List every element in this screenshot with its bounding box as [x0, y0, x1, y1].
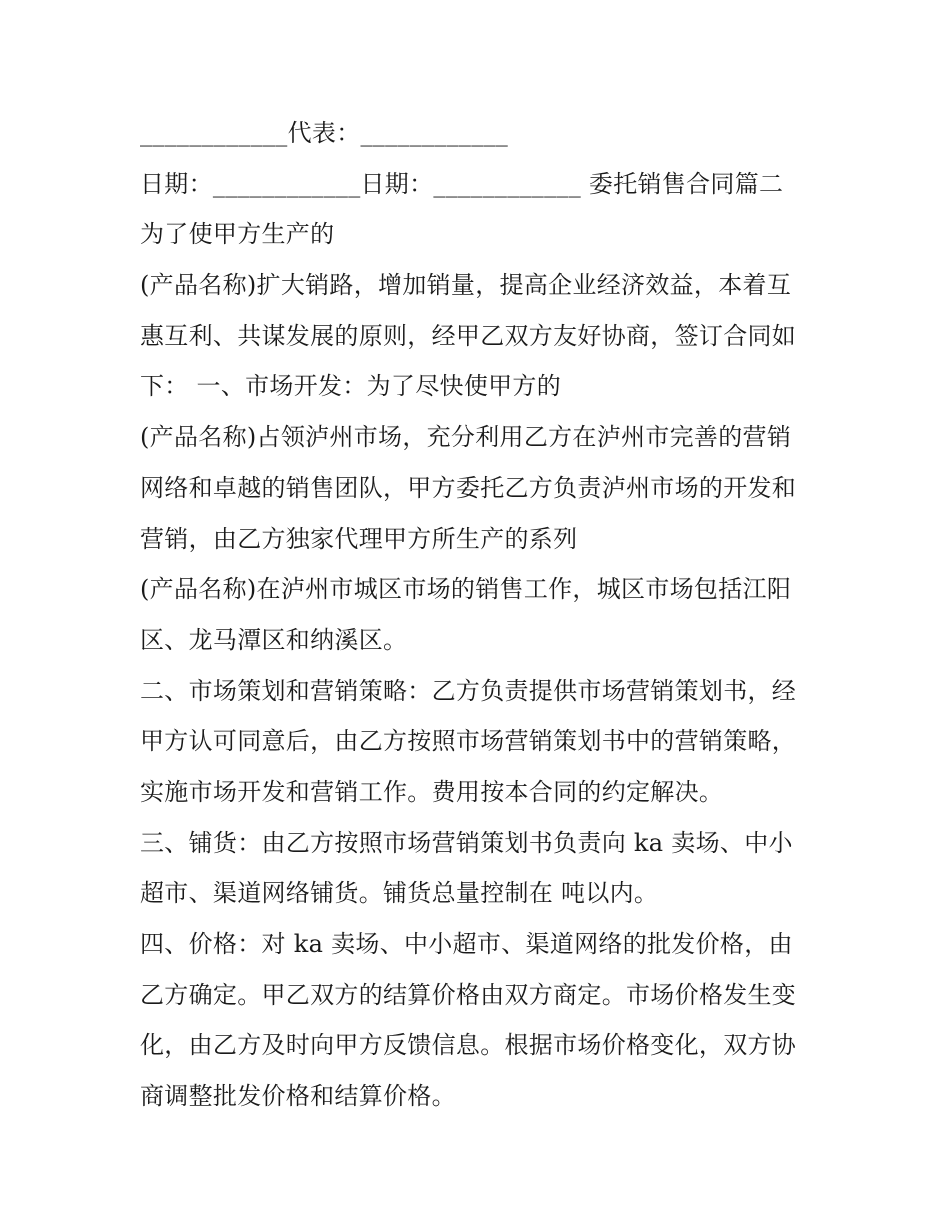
text-line: 日期：____________日期：____________ 委托销售合同篇二 [140, 169, 784, 198]
text-line: (产品名称)占领泸州市场，充分利用乙方在泸州市完善的营销 [140, 423, 792, 452]
text-line: 化，由乙方及时向甲方反馈信息。根据市场价格变化，双方协 [140, 1031, 797, 1060]
text-line: 营销，由乙方独家代理甲方所生产的系列 [140, 524, 578, 553]
text-line: (产品名称)扩大销路，增加销量，提高企业经济效益，本着互 [140, 271, 792, 300]
text-line: 商调整批发价格和结算价格。 [140, 1082, 456, 1111]
text-line: 乙方确定。甲乙双方的结算价格由双方商定。市场价格发生变 [140, 980, 797, 1009]
text-line: 惠互利、共谋发展的原则，经甲乙双方友好协商，签订合同如 [140, 321, 797, 350]
text-line: 甲方认可同意后，由乙方按照市场营销策划书中的营销策略， [140, 727, 797, 756]
text-line: 四、价格：对 ka 卖场、中小超市、渠道网络的批发价格，由 [140, 930, 793, 958]
text-line: 二、市场策划和营销策略：乙方负责提供市场营销策划书，经 [140, 676, 797, 705]
contract-text [140, 108, 830, 1122]
text-line: 实施市场开发和营销工作。费用按本合同的约定解决。 [140, 777, 724, 806]
text-line: 三、铺货：由乙方按照市场营销策划书负责向 ka 卖场、中小 [140, 828, 793, 857]
text-line: 超市、渠道网络铺货。铺货总量控制在 吨以内。 [140, 879, 659, 908]
text-line: 区、龙马潭区和纳溪区。 [140, 625, 408, 654]
text-line: (产品名称)在泸州市城区市场的销售工作，城区市场包括江阳 [140, 575, 792, 604]
text-line: ____________代表：____________ [140, 119, 509, 147]
text-line: 下： 一、市场开发：为了尽快使甲方的 [140, 372, 562, 401]
text-line: 为了使甲方生产的 [140, 220, 335, 249]
text-line: 网络和卓越的销售团队，甲方委托乙方负责泸州市场的开发和 [140, 473, 797, 502]
